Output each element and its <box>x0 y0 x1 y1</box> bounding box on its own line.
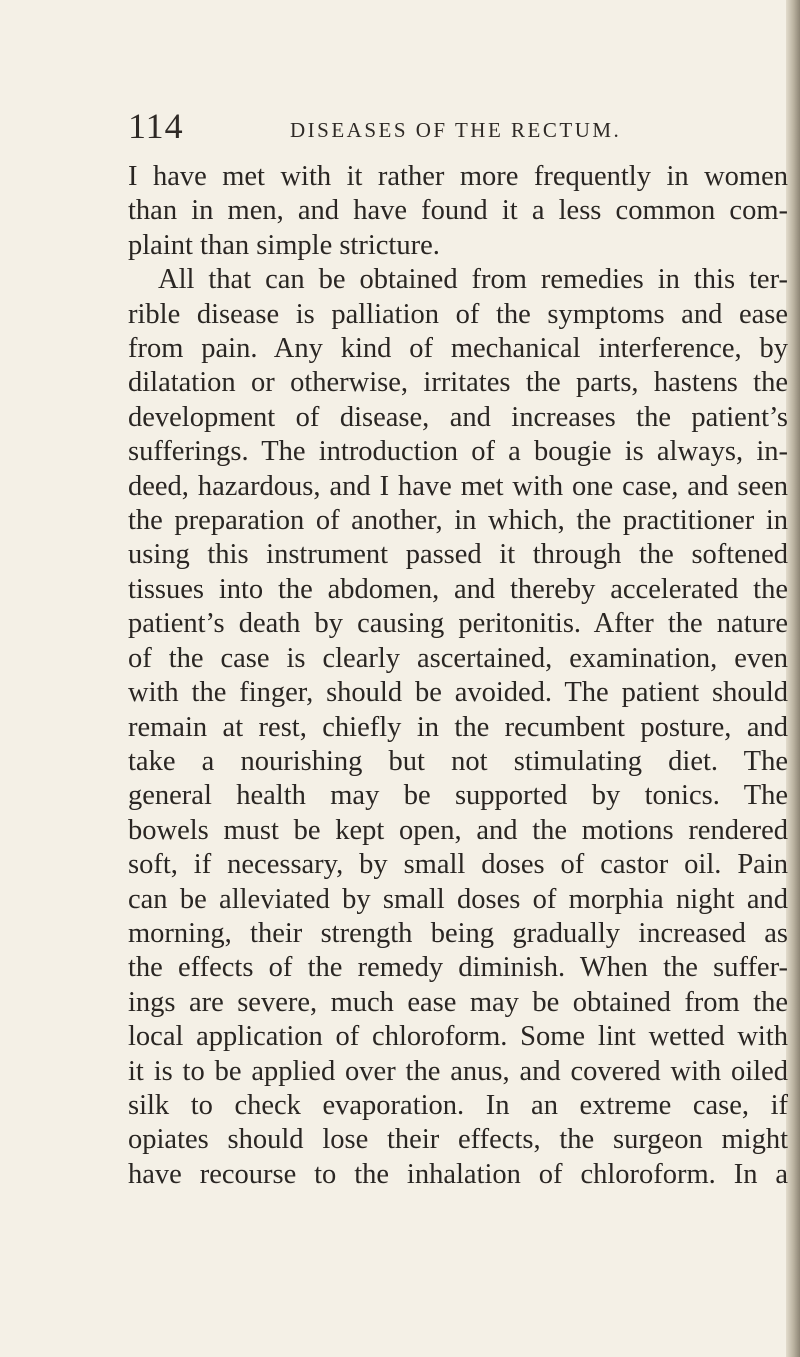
text-line: rible disease is palliation of the symptoms and ease <box>128 298 788 330</box>
text-line: it is to be applied over the anus, and covered with oiled <box>128 1055 788 1087</box>
text-line: the effects of the remedy diminish. When the suffer- <box>128 952 788 984</box>
text-line: take a nourishing but not stimulating diet. The <box>128 745 788 777</box>
text-line: from pain. Any kind of mechanical interference, by <box>128 333 788 365</box>
text-line: silk to check evaporation. In an extreme case, if <box>128 1089 788 1121</box>
text-line: All that can be obtained from remedies in this ter- <box>158 264 788 296</box>
text-line: the preparation of another, in which, the practitioner in <box>128 505 788 537</box>
text-line: remain at rest, chiefly in the recumbent posture, and <box>128 711 788 743</box>
text-line: soft, if necessary, by small doses of castor oil. Pain <box>128 849 788 881</box>
text-line: general health may be supported by tonics. The <box>128 780 788 812</box>
text-line: morning, their strength being gradually increased as <box>128 917 788 949</box>
text-line: development of disease, and increases the patient’s <box>128 401 788 433</box>
page-edge-shadow <box>786 0 800 1357</box>
text-line: dilatation or otherwise, irritates the parts, hastens the <box>128 367 788 399</box>
text-line: bowels must be kept open, and the motions rendered <box>128 814 788 846</box>
text-line: tissues into the abdomen, and thereby accelerated the <box>128 573 788 605</box>
text-line: with the finger, should be avoided. The patient should <box>128 677 788 709</box>
page-header <box>128 105 788 147</box>
text-line: ings are severe, much ease may be obtained from the <box>128 986 788 1018</box>
text-line: opiates should lose their effects, the surgeon might <box>128 1124 788 1156</box>
text-line: can be alleviated by small doses of morphia night and <box>128 883 788 915</box>
body-text <box>128 160 788 1192</box>
text-line: using this instrument passed it through the softened <box>128 539 788 571</box>
text-line: of the case is clearly ascertained, examination, even <box>128 642 788 674</box>
text-line: than in men, and have found it a less common com- <box>128 195 788 227</box>
text-line: I have met with it rather more frequently in women <box>128 161 788 192</box>
running-title: DISEASES OF THE RECTUM. <box>290 118 622 142</box>
text-line: local application of chloroform. Some lint wetted with <box>128 1021 788 1053</box>
text-line: patient’s death by causing peritonitis. After the nature <box>128 608 788 640</box>
text-line: deed, hazardous, and I have met with one case, and seen <box>128 470 788 502</box>
text-line: plaint than simple stricture. <box>128 229 440 261</box>
page-number: 114 <box>128 106 184 146</box>
text-line: sufferings. The introduction of a bougie is always, in- <box>128 436 788 468</box>
text-line: have recourse to the inhalation of chloroform. In a <box>128 1158 788 1190</box>
